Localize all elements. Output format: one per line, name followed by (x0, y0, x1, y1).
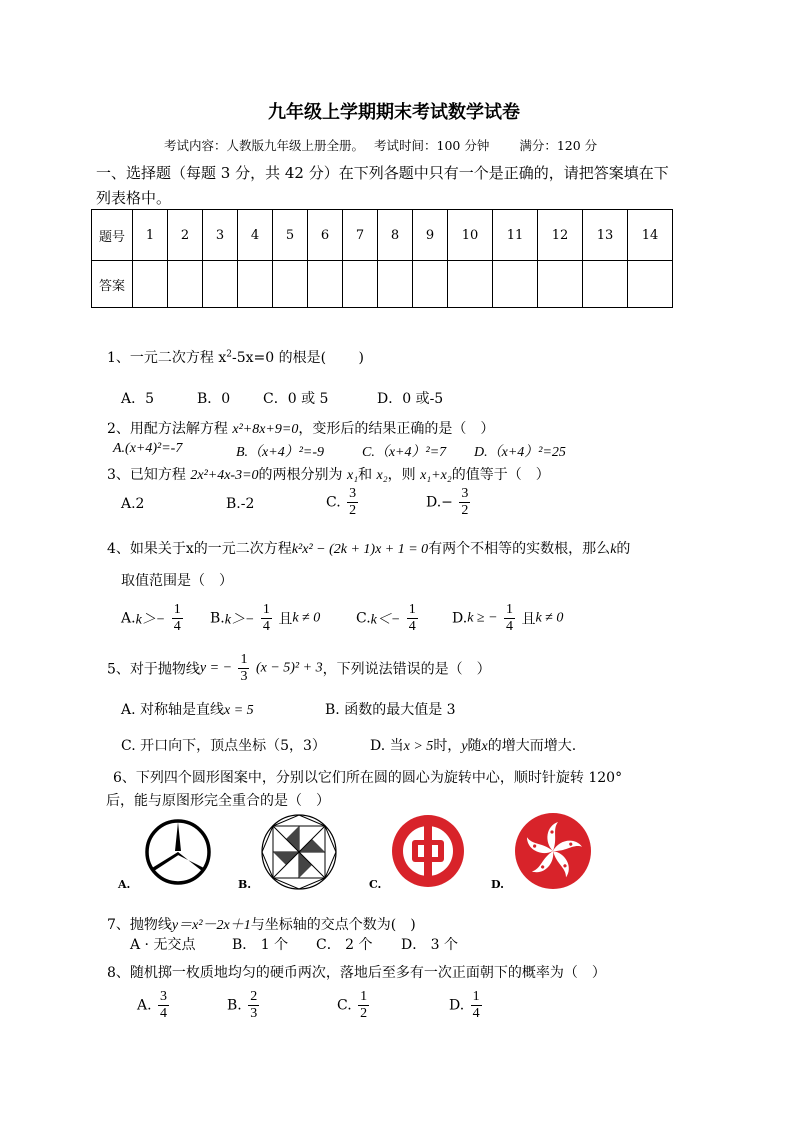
q4-d-cond: k ≠ 0 (535, 610, 564, 626)
q2-option-b: B.（x+4）²=-9 (236, 445, 325, 460)
q5-stem (107, 652, 491, 685)
q2-stem-a: 2、用配方法解方程 (107, 421, 233, 437)
q3-c-label: C. (326, 494, 341, 511)
q6-label-c: C. (369, 878, 382, 891)
q7-stem (107, 914, 416, 934)
exam-info (164, 136, 597, 154)
q8-option-b (227, 989, 261, 1022)
q3-x1: x₁ (347, 468, 359, 483)
q3-stem-c: ，则 (387, 467, 421, 483)
q3-stem-d: 的值等于（ ） (451, 467, 550, 483)
q2-option-a: A.(x+4)²=-7 (113, 441, 183, 456)
q8-b-den: 3 (250, 1006, 258, 1021)
q8-d-den: 4 (472, 1006, 480, 1021)
q3-c-den: 2 (349, 503, 357, 518)
table-number-cell: 11 (493, 210, 538, 261)
q4-stem (107, 538, 630, 558)
answer-cell[interactable] (448, 261, 493, 308)
q4-option-d (452, 602, 563, 635)
q4-a-ineq: k＞− (135, 612, 166, 628)
q8-d-num: 1 (472, 989, 480, 1004)
question-number-row (92, 210, 673, 261)
q5-d-b: 时， (433, 738, 462, 754)
q4-stem-b: 有两个不相等的实数根，那么 (428, 541, 611, 557)
q5-a-eq: x = 5 (224, 703, 254, 718)
q4-stem-c: 的 (616, 541, 631, 557)
q5-den: 3 (240, 669, 248, 684)
q3-c-fraction (347, 486, 358, 519)
q3-equation: 2x²+4x-3=0 (190, 468, 259, 483)
q7-option-b: B． 1 个 (232, 937, 289, 953)
q2-option-d: D.（x+4）²=25 (474, 445, 566, 460)
q3-stem-b: 的两根分别为 (258, 467, 347, 483)
q4-d-den: 4 (506, 619, 513, 634)
answer-cell[interactable] (538, 261, 583, 308)
table-number-cell: 12 (538, 210, 583, 261)
q3-option-b: B.-2 (226, 496, 255, 512)
q5-d-eq: x > 5 (403, 739, 434, 754)
q8-d-label: D. (449, 997, 465, 1014)
q4-d-fraction (504, 602, 515, 635)
table-number-cell: 9 (413, 210, 448, 261)
section1-line2: 列表格中。 (96, 189, 172, 207)
answer-cell[interactable] (628, 261, 673, 308)
q4-b-num: 1 (262, 602, 270, 617)
q4-c-ineq: k＜− (370, 612, 401, 628)
q5-d-c: 随 (467, 738, 482, 754)
q5-num: 1 (240, 652, 248, 667)
q7-equation: y＝x²－2x＋1 (171, 918, 251, 933)
table-number-cell: 3 (203, 210, 238, 261)
q4-option-a (121, 602, 185, 635)
q6-figure-a-star-icon (144, 818, 212, 886)
q3-d-fraction (459, 486, 470, 519)
q8-c-den: 2 (360, 1006, 368, 1021)
q1-option-d: D．0 或-5 (377, 391, 444, 407)
q3-option-c (326, 486, 360, 519)
q6-label-d: D. (491, 878, 504, 891)
answer-row (92, 261, 673, 308)
table-number-cell: 1 (133, 210, 168, 261)
table-number-cell: 10 (448, 210, 493, 261)
q1-stem-sup: 2 (226, 349, 232, 360)
row-label-answer: 答案 (92, 261, 133, 308)
q3-option-a: A.2 (121, 496, 145, 512)
q8-option-a (137, 989, 171, 1022)
q8-a-num: 3 (160, 989, 168, 1004)
q4-c-fraction (407, 602, 418, 635)
q4-a-label: A. (121, 610, 136, 627)
q4-line2: 取值范围是（ ） (121, 573, 233, 589)
q4-b-fraction (261, 602, 272, 635)
q8-a-den: 4 (160, 1006, 168, 1021)
table-number-cell: 7 (343, 210, 378, 261)
q4-c-den: 4 (408, 619, 416, 634)
answer-cell[interactable] (343, 261, 378, 308)
q6-label-b: B. (238, 878, 252, 891)
table-number-cell: 14 (628, 210, 673, 261)
section1-line1: 一、选择题（每题 3 分，共 42 分）在下列各题中只有一个是正确的，请把答案填在下 (96, 164, 669, 182)
exam-time: 考试时间：100 分钟 (374, 138, 490, 153)
q3-d-label: D.− (426, 494, 453, 511)
exam-full-score: 满分：120 分 (519, 138, 598, 153)
q4-c-num: 1 (408, 602, 416, 617)
q5-option-a (121, 699, 254, 719)
q3-x2: x₂ (376, 468, 388, 483)
q5-d-x: x (481, 739, 488, 754)
q6-line2: 后，能与原图形完全重合的是（ ） (106, 793, 330, 809)
q3-sum: x₁+x₂ (420, 468, 452, 483)
q2-option-c: C.（x+4）²=7 (362, 445, 447, 460)
q4-d-ineq: k ≥ − (467, 610, 498, 626)
q3-d-den: 2 (461, 503, 469, 518)
q1-option-a: A．5 (121, 391, 155, 407)
table-number-cell: 6 (308, 210, 343, 261)
q4-b-den: 4 (262, 619, 270, 634)
answer-cell[interactable] (273, 261, 308, 308)
q1-stem-b: -5x=0 的根是( ) (232, 350, 364, 366)
q4-equation: k²x² − (2k + 1)x + 1 = 0 (291, 542, 429, 557)
q5-d-y: y (461, 739, 468, 754)
page-title: 九年级上学期期末考试数学试卷 (268, 102, 520, 123)
q6-figure-c-coin-logo-icon (391, 814, 465, 888)
q4-b-ineq: k＞− (224, 612, 255, 628)
q5-d-a: D. 当 (370, 738, 404, 754)
answer-cell[interactable] (378, 261, 413, 308)
answer-cell[interactable] (168, 261, 203, 308)
q5-stem-a: 5、对于抛物线 (107, 661, 200, 678)
q4-option-c (356, 602, 420, 635)
answer-cell[interactable] (203, 261, 238, 308)
q8-c-fraction (358, 989, 369, 1022)
q5-eq-a: y = − (199, 660, 233, 676)
q4-stem-a: 4、如果关于x的一元二次方程 (107, 541, 292, 557)
q7-option-a: A · 无交点 (130, 937, 196, 953)
q1-stem (107, 347, 364, 367)
answer-cell[interactable] (238, 261, 273, 308)
q8-option-d (449, 989, 484, 1022)
q5-option-b: B. 函数的最大值是 3 (325, 702, 456, 718)
q4-c-label: C. (356, 610, 371, 627)
q8-option-c (337, 989, 371, 1022)
q6-line1: 6、下列四个圆形图案中，分别以它们所在圆的圆心为旋转中心，顺时针旋转 120° (113, 770, 623, 786)
q8-a-fraction (158, 989, 169, 1022)
q8-c-num: 1 (360, 989, 368, 1004)
q4-d-num: 1 (506, 602, 513, 617)
q3-stem (107, 464, 550, 484)
answer-table (91, 209, 673, 308)
q8-b-num: 2 (250, 989, 258, 1004)
q5-option-c: C. 开口向下，顶点坐标（5，3） (121, 738, 326, 754)
row-label-number: 题号 (92, 210, 133, 261)
q4-k: k (610, 542, 617, 557)
table-number-cell: 4 (238, 210, 273, 261)
q3-option-d (426, 486, 472, 519)
q5-fraction (238, 652, 249, 685)
q7-stem-b: 与坐标轴的交点个数为( ) (250, 917, 416, 933)
q8-a-label: A. (137, 997, 152, 1014)
answer-cell[interactable] (493, 261, 538, 308)
q3-stem-a: 3、已知方程 (107, 467, 191, 483)
table-number-cell: 2 (168, 210, 203, 261)
q5-option-d (370, 735, 576, 755)
q3-d-num: 3 (461, 486, 469, 501)
q8-b-label: B. (227, 997, 242, 1014)
q5-stem-b: ，下列说法错误的是（ ） (322, 661, 491, 678)
q1-stem-a: 1、一元二次方程 x (107, 350, 227, 366)
q6-figure-b-pinwheel-icon (259, 812, 339, 892)
exam-content: 考试内容：人教版九年级上册全册。 (164, 138, 365, 153)
q8-c-label: C. (337, 997, 352, 1014)
q4-a-den: 4 (173, 619, 181, 634)
q4-option-b (210, 602, 320, 635)
q4-d-and: 且 (521, 611, 536, 628)
table-number-cell: 8 (378, 210, 413, 261)
answer-cell[interactable] (583, 261, 628, 308)
table-number-cell: 13 (583, 210, 628, 261)
q5-eq-b: (x − 5)² + 3 (255, 660, 323, 676)
q7-stem-a: 7、抛物线 (107, 917, 172, 933)
q6-figure-d-flower-icon (514, 812, 592, 890)
q5-a-text: A. 对称轴是直线 (121, 702, 225, 718)
q4-a-num: 1 (173, 602, 181, 617)
answer-cell[interactable] (133, 261, 168, 308)
q2-equation: x²+8x+9=0 (232, 422, 299, 437)
q8-d-fraction (471, 989, 482, 1022)
q8-stem: 8、随机掷一枚质地均匀的硬币两次，落地后至多有一次正面朝下的概率为（ ） (107, 965, 606, 981)
answer-cell[interactable] (308, 261, 343, 308)
q6-label-a: A. (118, 878, 131, 891)
answer-cell[interactable] (413, 261, 448, 308)
q7-option-c: C． 2 个 (316, 937, 373, 953)
q3-c-num: 3 (349, 486, 357, 501)
q3-and: 和 (358, 467, 377, 483)
q1-option-b: B．0 (197, 391, 231, 407)
q2-stem-b: ，变形后的结果正确的是（ ） (298, 421, 495, 437)
q1-option-c: C．0 或 5 (263, 391, 329, 407)
table-number-cell: 5 (273, 210, 308, 261)
q2-stem (107, 418, 494, 438)
q4-b-and: 且 (278, 611, 293, 628)
q8-b-fraction (248, 989, 259, 1022)
q4-a-fraction (172, 602, 183, 635)
q7-option-d: D． 3 个 (401, 937, 459, 953)
q5-d-d: 的增大而增大. (487, 738, 577, 754)
q4-d-label: D. (452, 610, 468, 627)
q4-b-label: B. (210, 610, 225, 627)
q4-b-cond: k ≠ 0 (292, 610, 321, 626)
